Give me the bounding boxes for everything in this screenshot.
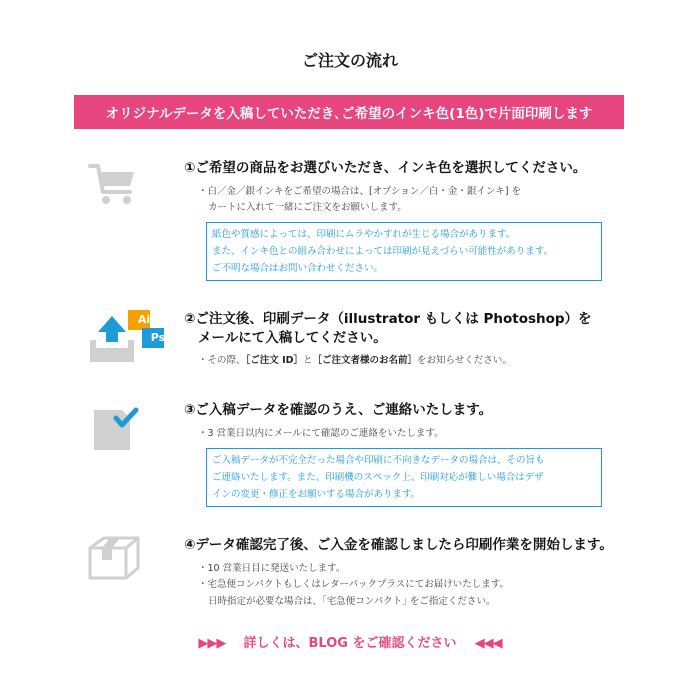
step-2-note-and: と — [303, 355, 313, 366]
step-3-title: ③ご入稿データを確認のうえ、ご連絡いたします。 — [184, 402, 493, 418]
blog-link[interactable] — [0, 632, 700, 651]
step-3-info-line-3: インの変更・修正をお願いする場合があります。 — [212, 489, 421, 500]
step-1-info-line-3: ご不明な場合はお問い合わせください。 — [212, 263, 384, 274]
page-title: ご注文の流れ — [301, 51, 398, 70]
customer-name-label: ［ご注文者様のお名前］ — [312, 355, 418, 366]
illustrator-icon-label: Ai — [137, 313, 151, 326]
step-1-note-2: カートに入れて一緒にご注文をお願いします。 — [208, 202, 407, 213]
step-1-info-line-2: また、インキ色との組み合わせによっては印刷が見えづらい可能性があります。 — [212, 246, 554, 257]
step-1-note-1: ・白／金／銀インキをご希望の場合は、[オプション／白・金・銀インキ] を — [198, 186, 522, 197]
photoshop-icon-label: Ps — [150, 331, 166, 344]
step-2-note — [198, 353, 512, 369]
step-1-info-box — [206, 222, 602, 281]
left-arrows-icon: ◀◀◀ — [474, 636, 502, 651]
package-box-icon — [86, 534, 142, 586]
step-3-note: ・3 営業日以内にメールにて確認のご連絡をいたします。 — [198, 428, 444, 439]
step-4-title: ④データ確認完了後、ご入金を確認しましたら印刷作業を開始します。 — [184, 537, 613, 553]
step-4-note-2: ・宅急便コンパクトもしくはレターパックプラスにてお届けいたします。 — [198, 579, 509, 590]
document-check-icon — [90, 404, 140, 456]
step-3-info-box — [206, 448, 602, 507]
step-4-note-3: 日時指定が必要な場合は、｢宅急便コンパクト｣ をご指定ください。 — [208, 596, 496, 607]
step-2-title-line-1: ②ご注文後、印刷データ（illustrator もしくは Photoshop）を — [184, 311, 592, 327]
step-1-info-line-1: 紙色や質感によっては、印刷にムラやかすれが生じる場合があります。 — [212, 229, 516, 240]
shopping-cart-icon — [86, 160, 142, 210]
step-2-note-prefix: ・その際、 — [198, 355, 246, 366]
step-4-note-1: ・10 営業日目に発送いたします。 — [198, 563, 346, 574]
right-arrows-icon: ▶▶▶ — [198, 636, 226, 651]
step-2-title-line-2: メールにて入稿してください。 — [198, 330, 387, 346]
order-id-label: ［ご注文 ID］ — [245, 355, 303, 366]
step-3-info-line-1: ご入稿データが不完全だった場合や印刷に不向きなデータの場合は、その旨も — [212, 455, 545, 466]
blog-link-text[interactable]: 詳しくは、BLOG をご確認ください — [243, 636, 457, 651]
banner: オリジナルデータを入稿していただき､ご希望のインキ色(1色)で片面印刷します — [74, 95, 624, 129]
step-1-title: ①ご希望の商品をお選びいただき、インキ色を選択してください。 — [184, 160, 587, 176]
step-2-note-suffix: をお知らせください。 — [417, 355, 512, 366]
step-3-info-line-2: ご連絡いたします。また、印刷機のスペック上、印刷対応が難しい場合はデザ — [212, 472, 544, 483]
